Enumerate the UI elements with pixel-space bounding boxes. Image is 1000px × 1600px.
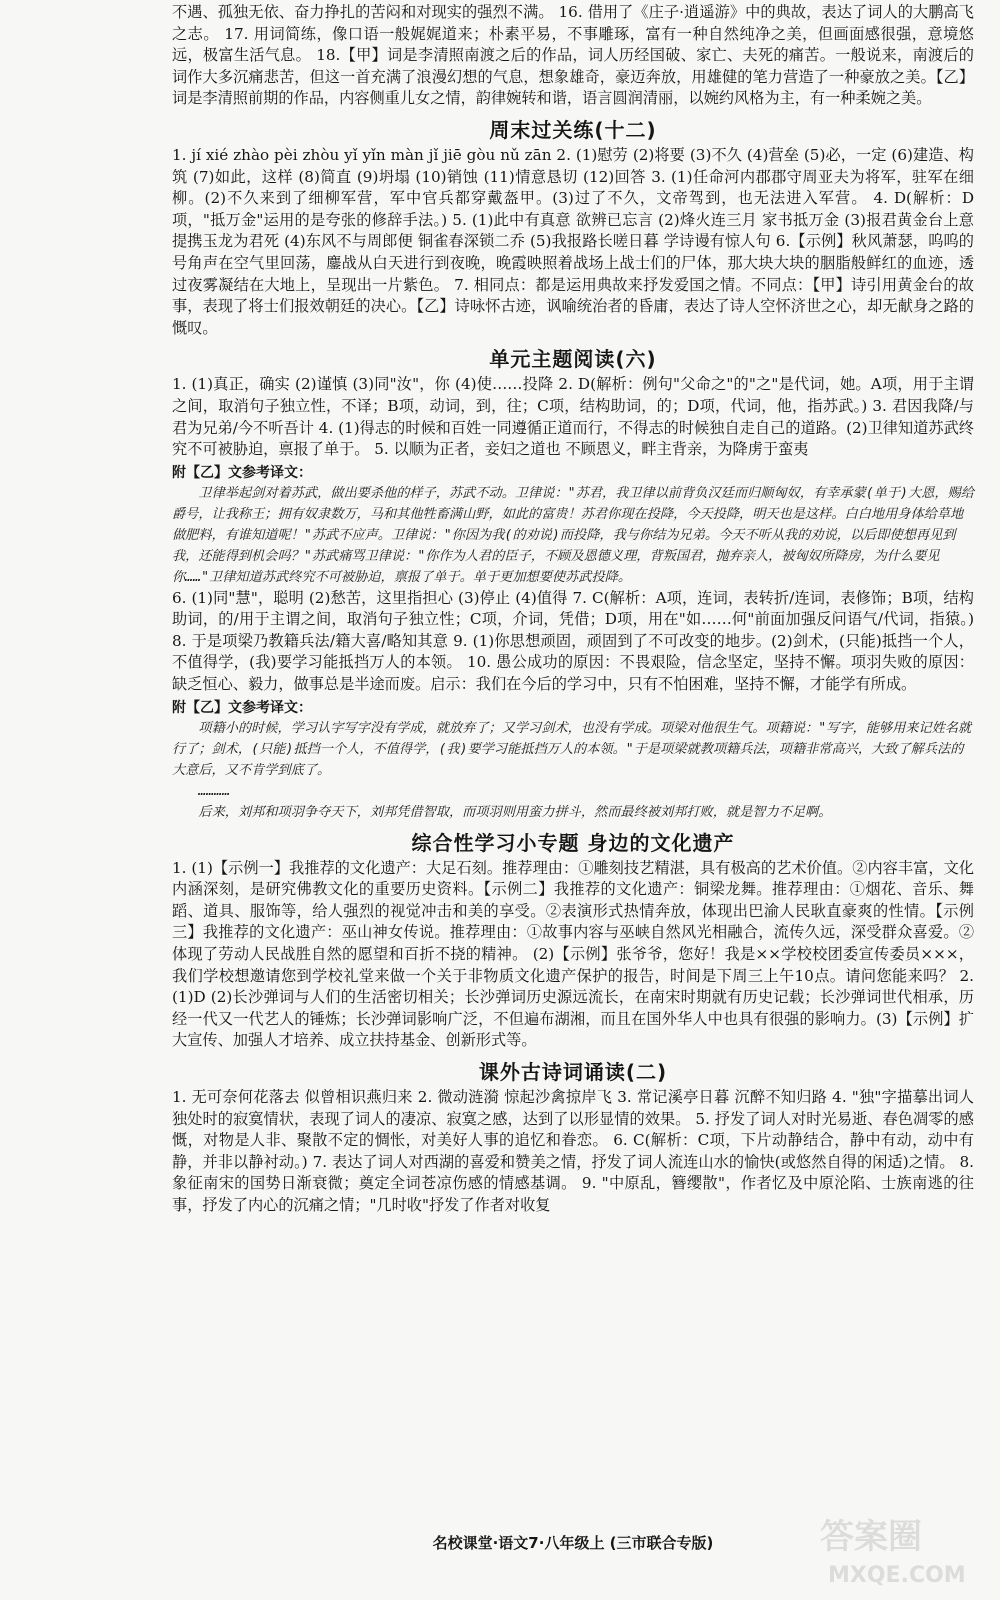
watermark-logo bbox=[816, 1510, 994, 1592]
section2-title: 单元主题阅读(六) bbox=[489, 347, 657, 372]
section1-paragraph: 1. jí xié zhào pèi zhòu yǐ yǐn màn jǐ jiē gòu nǔ zān 2. (1)慰劳 (2)将要 (3)不久 (4)营垒 (5)必，一定 (6)建造、构筑 (7)如此，这样 (8)简直 (9)坍塌 (10)销蚀 (11)情意恳切 (12)回答 3. (1)任命河内郡郡守周亚夫为将军，驻军在细柳。(2)不久来到了细柳军营，军中官兵都穿戴盔甲。(3)过了不久，文帝驾到，也无法进入军营。 4. D(解析：D项，"抵万金"运用的是夸张的修辞手法。) 5. (1)此中有真意 欲辨已忘言 (2)烽火连三月 家书抵万金 (3)报君黄金台上意 提携玉龙为君死 (4)东风不与周郎便 铜雀春深锁二乔 (5)我报路长嗟日暮 学诗谩有惊人句 6.【示例】秋风萧瑟，呜呜的号角声在空气里回荡，鏖战从白天进行到夜晚，晚霞映照着战场上战士们的尸体，那大块大块的胭脂般鲜红的血迹，透过夜雾凝结在大地上，呈现出一片紫色。 7. 相同点：都是运用典故来抒发爱国之情。不同点：【甲】诗引用黄金台的故事，表现了将士们报效朝廷的决心。【乙】诗咏怀古迹，讽喻统治者的昏庸，表达了诗人空怀济世之心，却无献身之路的慨叹。 bbox=[172, 145, 974, 337]
section3-paragraph: 1. (1)【示例一】我推荐的文化遗产：大足石刻。推荐理由：①雕刻技艺精湛，具有极高的艺术价值。②内容丰富，文化内涵深刻，是研究佛教文化的重要历史资料。【示例二】我推荐的文化遗产：铜梁龙舞。推荐理由：①烟花、音乐、舞蹈、道具、服饰等，给人强烈的视觉冲击和美的享受。②表演形式热情奔放，体现出巴渝人民耿直豪爽的性情。【示例三】我推荐的文化遗产：巫山神女传说。推荐理由：①故事内容与巫峡自然风光相融合，流传久远，深受群众喜爱。②体现了劳动人民战胜自然的愿望和百折不挠的精神。 (2)【示例】张爷爷，您好！我是××学校校团委宣传委员×××，我们学校想邀请您到学校礼堂来做一个关于非物质文化遗产保护的报告，时间是下周三上午10点。请问您能来吗？ 2. (1)D (2)长沙弹词与人们的生活密切相关；长沙弹词历史源远流长，在南宋时期就有历史记载；长沙弹词世代相承，历经一代又一代艺人的锤炼；长沙弹词影响广泛，不但遍布湖湘，而且在国外华人中也具有很强的影响力。(3)【示例】扩大宣传、加强人才培养、成立扶持基金、创新形式等。 bbox=[172, 858, 974, 1050]
appendix-heading: 附【乙】文参考译文： bbox=[172, 464, 312, 481]
translation-block-2 bbox=[172, 718, 974, 823]
section4-title: 课外古诗词诵读(二) bbox=[478, 1060, 668, 1084]
section1-title: 周末过关练(十二) bbox=[489, 117, 657, 142]
watermark-main: 答案圈 bbox=[820, 1517, 922, 1557]
section2-paragraph: 1. (1)真正，确实 (2)谨慎 (3)同"汝"，你 (4)使……投降 2. D(解析：例句"父命之"的"之"是代词，她。A项，用于主谓之间，取消句子独立性，不译；B项，动词，到，往；C项，结构助词，的；D项，代词，他，指苏武。) 3. 君因我降/与君为兄弟/今不听吾计 4. (1)得志的时候和百姓一同遵循正道而行，不得志的时候独自走自己的道路。(2)卫律知道苏武终究不可被胁迫，禀报了单于。 5. 以顺为正者，妾妇之道也 不顾恩义，畔主背亲，为降虏于蛮夷 bbox=[172, 375, 974, 459]
appendix-heading-2: 附【乙】文参考译文： bbox=[172, 699, 312, 716]
section0-paragraph: 不遇、孤独无依、奋力挣扎的苦闷和对现实的强烈不满。 16. 借用了《庄子·逍遥游》中的典故，表达了词人的大鹏高飞之志。 17. 用词简练，像口语一般娓娓道来；朴素平易，不事雕琢，富有一种自然纯净之美，但画面感很强，意境悠远，极富生活气息。 18.【甲】词是李清照南渡之后的作品，词人历经国破、家亡、夫死的痛苦。一般说来，南渡后的词作大多沉痛悲苦，但这一首充满了浪漫幻想的气息，想象雄奇，豪迈奔放，用雄健的笔力营造了一种豪放之美。【乙】词是李清照前期的作品，内容侧重儿女之情，韵律婉转和谐，语言圆润清丽，以婉约风格为主，有一种柔婉之美。 bbox=[172, 3, 974, 108]
translation-ellipsis: ………… bbox=[198, 783, 231, 799]
translation-text-3: 后来，刘邦和项羽争夺天下，刘邦凭借智取，而项羽则用蛮力拼斗，然而最终被刘邦打败，就是智力不足啊。 bbox=[198, 804, 832, 820]
translation-block bbox=[172, 483, 974, 588]
translation-text: 卫律举起剑对着苏武，做出要杀他的样子，苏武不动。卫律说："苏君，我卫律以前背负汉廷而归顺匈奴，有幸承蒙(单于)大恩，赐给爵号，让我称王；拥有奴隶数万，马和其他牲畜满山野，如此的富贵！苏君你现在投降，今天投降，明天也是这样。白白地用身体给草地做肥料，有谁知道呢！"苏武不应声。卫律说："你因为我(的劝说)而投降，我与你结为兄弟。今天不听从我的劝说，以后即使想再见到我，还能得到机会吗？"苏武痛骂卫律说："你作为人君的臣子，不顾及恩德义理，背叛国君，抛弃亲人，被匈奴所降房，为什么要见你……"卫律知道苏武终究不可被胁迫，禀报了单于。单于更加想要使苏武投降。 bbox=[172, 485, 974, 585]
translation-text-2: 项籍小的时候，学习认字写字没有学成，就放弃了；又学习剑术，也没有学成。项梁对他很生气。项籍说："写字，能够用来记姓名就行了；剑术，(只能)抵挡一个人，不值得学，(我)要学习能抵挡万人的本领。"于是项梁就教项籍兵法，项籍非常高兴，大致了解兵法的大意后，又不肯学到底了。 bbox=[172, 720, 972, 778]
watermark-sub: MXQE.COM bbox=[828, 1563, 966, 1588]
page-footer: 名校课堂·语文7·八年级上 (三市联合专版) bbox=[432, 1534, 714, 1552]
section3-title: 综合性学习小专题 身边的文化遗产 bbox=[411, 830, 735, 855]
section4-paragraph: 1. 无可奈何花落去 似曾相识燕归来 2. 微动涟漪 惊起沙禽掠岸飞 3. 常记溪亭日暮 沉醉不知归路 4. "独"字描摹出词人独处时的寂寞情状，表现了词人的凄凉、寂寞之感，达到了以形显情的效果。 5. 抒发了词人对时光易逝、春色凋零的感慨，对物是人非、聚散不定的惆怅，对美好人事的追忆和眷恋。 6. C(解析：C项，下片动静结合，静中有动，动中有静，并非以静衬动。) 7. 表达了词人对西湖的喜爱和赞美之情，抒发了词人流连山水的愉快(或悠然自得的闲适)之情。 8. 象征南宋的国势日渐衰微；奠定全词苍凉伤感的情感基调。 9. "中原乱，簪缨散"，作者忆及中原沦陷、士族南逃的往事，抒发了内心的沉痛之情；"几时收"抒发了作者对收复 bbox=[172, 1088, 974, 1214]
section2-paragraph-2: 6. (1)同"慧"，聪明 (2)愁苦，这里指担心 (3)停止 (4)值得 7. C(解析：A项，连词，表转折/连词，表修饰；B项，结构助词，的/用于主谓之间，取消句子独立性；C项，介词，凭借；D项，用在"如……何"前面加强反问语气/代词，指猿。) 8. 于是项梁乃教籍兵法/籍大喜/略知其意 9. (1)你思想顽固，顽固到了不可改变的地步。(2)剑术，(只能)抵挡一个人，不值得学，(我)要学习能抵挡万人的本领。 10. 愚公成功的原因：不畏艰险，信念坚定，坚持不懈。项羽失败的原因：缺乏恒心、毅力，做事总是半途而废。启示：我们在今后的学习中，只有不怕困难，坚持不懈，才能学有所成。 bbox=[172, 588, 974, 694]
